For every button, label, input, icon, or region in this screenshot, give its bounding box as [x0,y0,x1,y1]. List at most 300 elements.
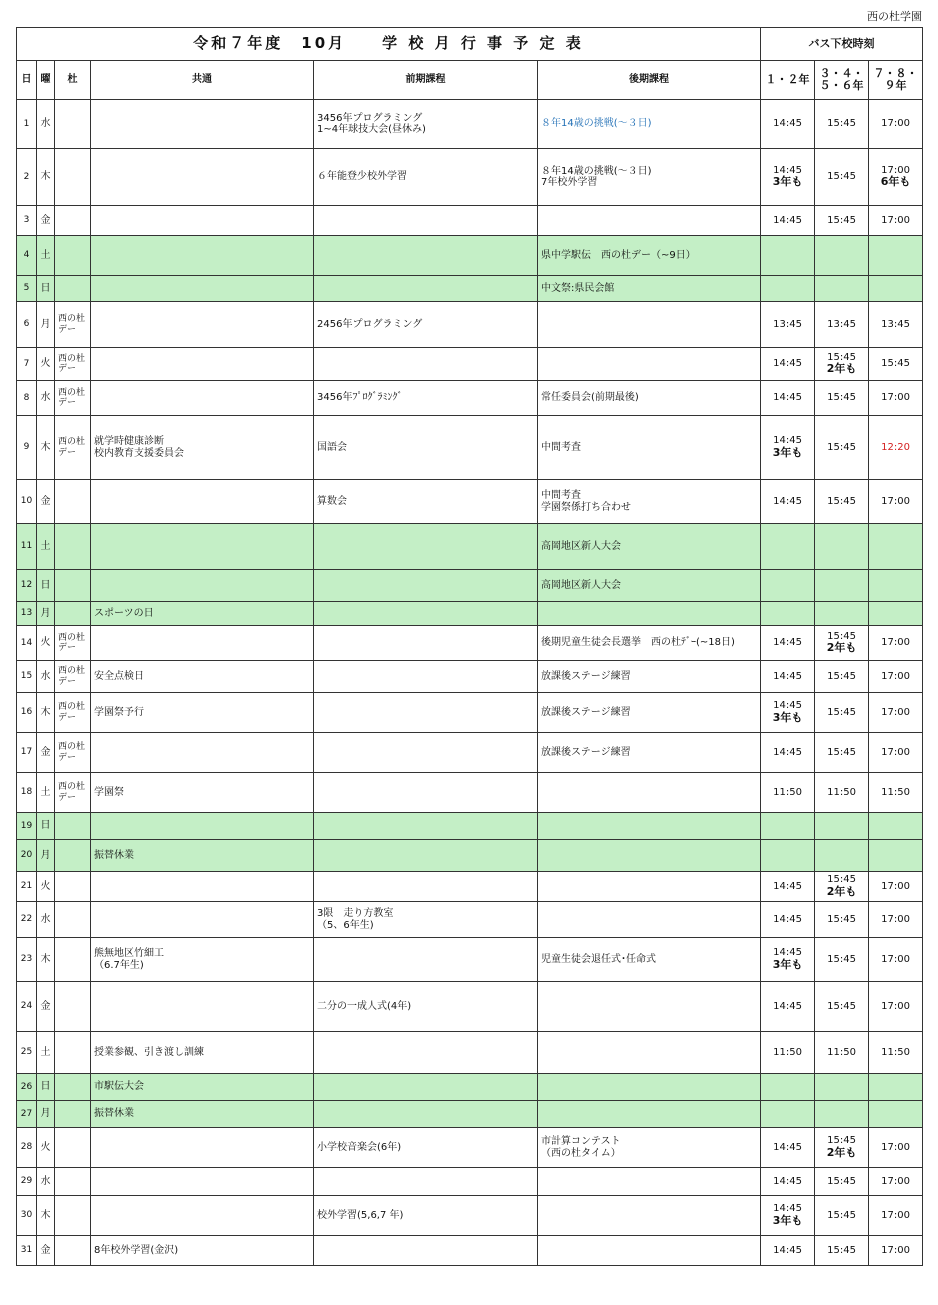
nishinomori-day-cell [55,524,91,570]
weekday-cell: 土 [37,1032,55,1074]
day-cell: 3 [17,206,37,236]
zenki-event-cell [314,1101,538,1128]
school-name: 西の杜学園 [867,10,922,23]
zenki-event-cell: 校外学習(5,6,7 年) [314,1196,538,1236]
bus-time: 15:45 [827,392,856,404]
bus-time: 17:00 [881,1141,910,1153]
day-cell: 6 [17,302,37,348]
common-event-cell [91,100,314,149]
kouki-event-cell: 後期児童生徒会長選挙 西の杜ﾃﾞｰ(~18日) [538,626,761,661]
schedule-row [17,276,923,302]
bus-time-note: 2年も [826,884,857,898]
common-event-cell [91,1168,314,1196]
zenki-event-cell [314,938,538,982]
bus-time: 17:00 [881,706,910,718]
bus-time: 17:00 [881,118,910,130]
bus-time-grade-1-2 [761,348,815,381]
common-event-cell [91,276,314,302]
zenki-event-cell [314,626,538,661]
kouki-event-cell: 放課後ステージ練習 [538,733,761,773]
bus-time-grade-1-2 [761,570,815,602]
common-event-cell [91,480,314,524]
schedule-row [17,416,923,480]
zenki-event-cell [314,524,538,570]
bus-time-grade-3-6 [815,661,869,693]
bus-time-grade-3-6 [815,100,869,149]
common-event-cell [91,206,314,236]
bus-time-grade-1-2 [761,1032,815,1074]
common-event-cell [91,570,314,602]
zenki-event-cell [314,206,538,236]
bus-time-grade-1-2 [761,733,815,773]
bus-time-grade-3-6 [815,693,869,733]
day-cell: 15 [17,661,37,693]
bus-time: 11:50 [881,1046,910,1058]
bus-time: 15:45 [827,1000,856,1012]
bus-time-grade-1-2 [761,626,815,661]
schedule-row [17,100,923,149]
nishinomori-day-cell: 西の杜 デー [55,661,91,693]
schedule-row [17,602,923,626]
schedule-row [17,1074,923,1101]
weekday-cell: 土 [37,524,55,570]
page-title: 令和７年度 10月 学 校 月 行 事 予 定 表 [17,28,761,61]
schedule-row [17,693,923,733]
bus-time: 14:45 [773,214,802,226]
nishinomori-day-cell [55,1236,91,1266]
day-cell: 17 [17,733,37,773]
bus-time: 14:45 [773,1000,802,1012]
nishinomori-day-cell [55,938,91,982]
bus-time-grade-7-9 [869,236,923,276]
bus-time-grade-3-6 [815,381,869,416]
bus-time-note: 3年も [772,1213,803,1227]
day-cell: 23 [17,938,37,982]
weekday-cell: 火 [37,1128,55,1168]
bus-time-grade-3-6 [815,602,869,626]
weekday-cell: 水 [37,1168,55,1196]
bus-time-grade-7-9 [869,348,923,381]
bus-time: 14:45 [773,435,802,447]
kouki-event-cell [538,813,761,840]
bus-time-grade-7-9 [869,416,923,480]
bus-time: 13:45 [827,318,856,330]
kouki-event-cell [538,1101,761,1128]
bus-time-grade-7-9 [869,1101,923,1128]
bus-time-grade-3-6 [815,626,869,661]
bus-time-grade-1-2 [761,872,815,902]
zenki-event-cell: 3限 走り方教室 （5、6年生) [314,902,538,938]
bus-time-grade-7-9 [869,602,923,626]
schedule-row [17,206,923,236]
common-event-cell [91,149,314,206]
schedule-row [17,1196,923,1236]
bus-time-grade-3-6 [815,1196,869,1236]
bus-time: 14:45 [773,670,802,682]
day-cell: 22 [17,902,37,938]
weekday-cell: 月 [37,302,55,348]
bus-time-grade-1-2 [761,982,815,1032]
nishinomori-day-cell: 西の杜 デー [55,626,91,661]
bus-time: 17:00 [881,1209,910,1221]
kouki-event-cell [538,982,761,1032]
header-kouki: 後期課程 [538,61,761,100]
bus-time: 15:45 [827,1244,856,1256]
kouki-event-cell: 常任委員会(前期最後) [538,381,761,416]
bus-time-grade-7-9 [869,1074,923,1101]
day-cell: 18 [17,773,37,813]
weekday-cell: 月 [37,840,55,872]
bus-time-grade-3-6 [815,982,869,1032]
bus-time-note: 2年も [826,1145,857,1159]
bus-time-grade-1-2 [761,938,815,982]
bus-time: 15:45 [827,118,856,130]
bus-time-grade-7-9 [869,733,923,773]
bus-time-grade-3-6 [815,1168,869,1196]
common-event-cell: 授業参観、引き渡し訓練 [91,1032,314,1074]
day-cell: 30 [17,1196,37,1236]
bus-time-grade-7-9 [869,661,923,693]
common-event-cell: 安全点検日 [91,661,314,693]
weekday-cell: 金 [37,1236,55,1266]
nishinomori-day-cell [55,1168,91,1196]
bus-time: 15:45 [827,630,856,642]
day-cell: 10 [17,480,37,524]
bus-time: 17:00 [881,953,910,965]
common-event-cell [91,733,314,773]
nishinomori-day-cell [55,1101,91,1128]
bus-time-grade-1-2 [761,813,815,840]
schedule-row [17,1168,923,1196]
nishinomori-day-cell [55,1032,91,1074]
day-cell: 4 [17,236,37,276]
kouki-event-cell [538,1074,761,1101]
bus-time: 14:45 [773,746,802,758]
weekday-cell: 土 [37,236,55,276]
bus-time: 15:45 [827,1209,856,1221]
bus-time: 15:45 [827,874,856,886]
bus-time-grade-3-6 [815,480,869,524]
weekday-cell: 火 [37,348,55,381]
zenki-event-cell [314,348,538,381]
kouki-event-cell [538,902,761,938]
nishinomori-day-cell [55,206,91,236]
bus-time-grade-1-2 [761,602,815,626]
bus-time-grade-7-9 [869,1236,923,1266]
schedule-row [17,733,923,773]
kouki-event-cell: 高岡地区新人大会 [538,524,761,570]
nishinomori-day-cell: 西の杜 デー [55,302,91,348]
kouki-event-cell: 放課後ステージ練習 [538,661,761,693]
day-cell: 9 [17,416,37,480]
zenki-event-cell: ６年能登少校外学習 [314,149,538,206]
bus-time-note: 3年も [772,957,803,971]
bus-time: 15:45 [827,495,856,507]
day-cell: 11 [17,524,37,570]
day-cell: 24 [17,982,37,1032]
common-event-cell [91,1196,314,1236]
bus-time-grade-1-2 [761,1101,815,1128]
bus-time-grade-1-2 [761,480,815,524]
day-cell: 12 [17,570,37,602]
nishinomori-day-cell [55,100,91,149]
day-cell: 14 [17,626,37,661]
bus-time: 12:20 [881,441,910,453]
bus-time-grade-3-6 [815,773,869,813]
bus-time: 11:50 [773,786,802,798]
bus-time: 14:45 [773,358,802,370]
kouki-event-cell [538,302,761,348]
header-dow: 曜 [37,61,55,100]
nishinomori-day-cell [55,840,91,872]
bus-time-grade-1-2 [761,1128,815,1168]
nishinomori-day-cell [55,570,91,602]
kouki-event-cell: ８年14歳の挑戦(～３日) [538,100,761,149]
bus-time: 17:00 [881,214,910,226]
bus-time-grade-1-2 [761,302,815,348]
bus-time: 15:45 [827,913,856,925]
kouki-event-cell [538,206,761,236]
zenki-event-cell [314,1032,538,1074]
zenki-event-cell [314,773,538,813]
zenki-event-cell [314,661,538,693]
schedule-row [17,480,923,524]
bus-time: 11:50 [881,786,910,798]
bus-time-grade-3-6 [815,1032,869,1074]
common-event-cell [91,236,314,276]
kouki-event-cell [538,348,761,381]
bus-time-grade-3-6 [815,733,869,773]
header-sugi: 杜 [55,61,91,100]
day-cell: 1 [17,100,37,149]
bus-time-note: 3年も [772,445,803,459]
common-event-cell [91,626,314,661]
weekday-cell: 月 [37,602,55,626]
bus-time-grade-7-9 [869,773,923,813]
bus-time-grade-1-2 [761,276,815,302]
bus-time: 14:45 [773,1141,802,1153]
bus-time-grade-3-6 [815,840,869,872]
bus-time-grade-1-2 [761,1168,815,1196]
bus-time-grade-1-2 [761,773,815,813]
bus-time-grade-7-9 [869,1196,923,1236]
bus-time: 15:45 [881,358,910,370]
schedule-row [17,348,923,381]
weekday-cell: 水 [37,661,55,693]
bus-time-grade-7-9 [869,149,923,206]
common-event-cell [91,813,314,840]
bus-time: 17:00 [881,392,910,404]
bus-time: 14:45 [773,913,802,925]
bus-time-grade-7-9 [869,480,923,524]
nishinomori-day-cell: 西の杜 デー [55,773,91,813]
bus-time-note: 3年も [772,710,803,724]
nishinomori-day-cell [55,149,91,206]
schedule-row [17,1236,923,1266]
common-event-cell: 振替休業 [91,1101,314,1128]
bus-time: 15:45 [827,441,856,453]
bus-time: 14:45 [773,880,802,892]
bus-time-grade-7-9 [869,693,923,733]
bus-time-grade-7-9 [869,100,923,149]
weekday-cell: 木 [37,416,55,480]
header-row [17,61,923,100]
weekday-cell: 水 [37,100,55,149]
bus-time-grade-1-2 [761,693,815,733]
bus-time: 17:00 [881,746,910,758]
header-day: 日 [17,61,37,100]
header-zenki: 前期課程 [314,61,538,100]
day-cell: 26 [17,1074,37,1101]
schedule-row [17,302,923,348]
nishinomori-day-cell [55,480,91,524]
bus-time-grade-7-9 [869,872,923,902]
bus-time-grade-3-6 [815,236,869,276]
bus-time: 17:00 [881,637,910,649]
nishinomori-day-cell [55,982,91,1032]
kouki-event-cell: 中文祭:県民会館 [538,276,761,302]
day-cell: 8 [17,381,37,416]
common-event-cell: スポーツの日 [91,602,314,626]
bus-time: 14:45 [773,637,802,649]
bus-time-grade-1-2 [761,1236,815,1266]
zenki-event-cell [314,733,538,773]
nishinomori-day-cell: 西の杜 デー [55,733,91,773]
bus-time: 15:45 [827,214,856,226]
weekday-cell: 金 [37,733,55,773]
schedule-row [17,1032,923,1074]
zenki-event-cell [314,1168,538,1196]
nishinomori-day-cell: 西の杜 デー [55,348,91,381]
kouki-event-cell [538,1032,761,1074]
bus-time: 17:00 [881,495,910,507]
zenki-event-cell: 国語会 [314,416,538,480]
bus-time: 13:45 [773,318,802,330]
day-cell: 31 [17,1236,37,1266]
bus-time-grade-3-6 [815,206,869,236]
bus-time: 14:45 [773,1203,802,1215]
bus-time: 15:45 [827,746,856,758]
kouki-event-cell: 児童生徒会退任式･任命式 [538,938,761,982]
bus-time-grade-3-6 [815,348,869,381]
bus-time: 15:45 [827,171,856,183]
bus-time-grade-7-9 [869,1032,923,1074]
common-event-cell [91,872,314,902]
schedule-row [17,570,923,602]
weekday-cell: 金 [37,480,55,524]
zenki-event-cell [314,1074,538,1101]
bus-time-grade-1-2 [761,902,815,938]
weekday-cell: 木 [37,938,55,982]
nishinomori-day-cell: 西の杜 デー [55,693,91,733]
kouki-event-cell: 中間考査 学園祭係打ち合わせ [538,480,761,524]
day-cell: 16 [17,693,37,733]
bus-time: 14:45 [773,118,802,130]
zenki-event-cell [314,693,538,733]
bus-time-grade-7-9 [869,206,923,236]
common-event-cell [91,302,314,348]
nishinomori-day-cell [55,813,91,840]
bus-time-note: 2年も [826,641,857,655]
kouki-event-cell [538,1168,761,1196]
weekday-cell: 金 [37,206,55,236]
nishinomori-day-cell [55,1074,91,1101]
bus-time-grade-1-2 [761,236,815,276]
zenki-event-cell: 小学校音楽会(6年) [314,1128,538,1168]
nishinomori-day-cell: 西の杜 デー [55,381,91,416]
bus-time-title: バス下校時刻 [761,28,923,61]
bus-time-grade-1-2 [761,1074,815,1101]
bus-time-grade-3-6 [815,149,869,206]
common-event-cell: 市駅伝大会 [91,1074,314,1101]
bus-time-grade-1-2 [761,840,815,872]
zenki-event-cell [314,602,538,626]
weekday-cell: 火 [37,872,55,902]
schedule-row [17,149,923,206]
bus-time-grade-7-9 [869,276,923,302]
bus-time-grade-7-9 [869,1168,923,1196]
weekday-cell: 木 [37,1196,55,1236]
day-cell: 7 [17,348,37,381]
weekday-cell: 水 [37,902,55,938]
kouki-event-cell [538,1196,761,1236]
bus-time: 15:45 [827,670,856,682]
bus-time: 17:00 [881,164,910,176]
common-event-cell: 熊無地区竹細工 （6.7年生) [91,938,314,982]
weekday-cell: 月 [37,1101,55,1128]
bus-time: 17:00 [881,880,910,892]
bus-time-grade-7-9 [869,813,923,840]
schedule-row [17,236,923,276]
common-event-cell: 就学時健康診断 校内教育支援委員会 [91,416,314,480]
schedule-row [17,902,923,938]
common-event-cell [91,902,314,938]
schedule-row [17,773,923,813]
bus-time-grade-7-9 [869,1128,923,1168]
header-grade-7-9: ７・８・ ９年 [869,61,923,100]
bus-time: 15:45 [827,1135,856,1147]
bus-time-grade-3-6 [815,1074,869,1101]
weekday-cell: 火 [37,626,55,661]
bus-time: 11:50 [773,1046,802,1058]
bus-time-grade-7-9 [869,982,923,1032]
common-event-cell [91,1128,314,1168]
bus-time-grade-3-6 [815,872,869,902]
kouki-event-cell: ８年14歳の挑戦(～３日) 7年校外学習 [538,149,761,206]
day-cell: 19 [17,813,37,840]
common-event-cell: 学園祭予行 [91,693,314,733]
schedule-row [17,1101,923,1128]
header-grade-3-6: ３・４・ ５・６年 [815,61,869,100]
zenki-event-cell [314,840,538,872]
bus-time: 11:50 [827,1046,856,1058]
bus-time-grade-7-9 [869,302,923,348]
bus-time: 14:45 [773,164,802,176]
zenki-event-cell: 算数会 [314,480,538,524]
common-event-cell: 振替休業 [91,840,314,872]
bus-time-grade-3-6 [815,570,869,602]
weekday-cell: 日 [37,570,55,602]
common-event-cell: 8年校外学習(金沢) [91,1236,314,1266]
bus-time-grade-1-2 [761,149,815,206]
common-event-cell [91,348,314,381]
common-event-cell [91,982,314,1032]
day-cell: 13 [17,602,37,626]
bus-time-grade-3-6 [815,302,869,348]
bus-time: 15:45 [827,706,856,718]
kouki-event-cell [538,872,761,902]
bus-time-grade-3-6 [815,276,869,302]
